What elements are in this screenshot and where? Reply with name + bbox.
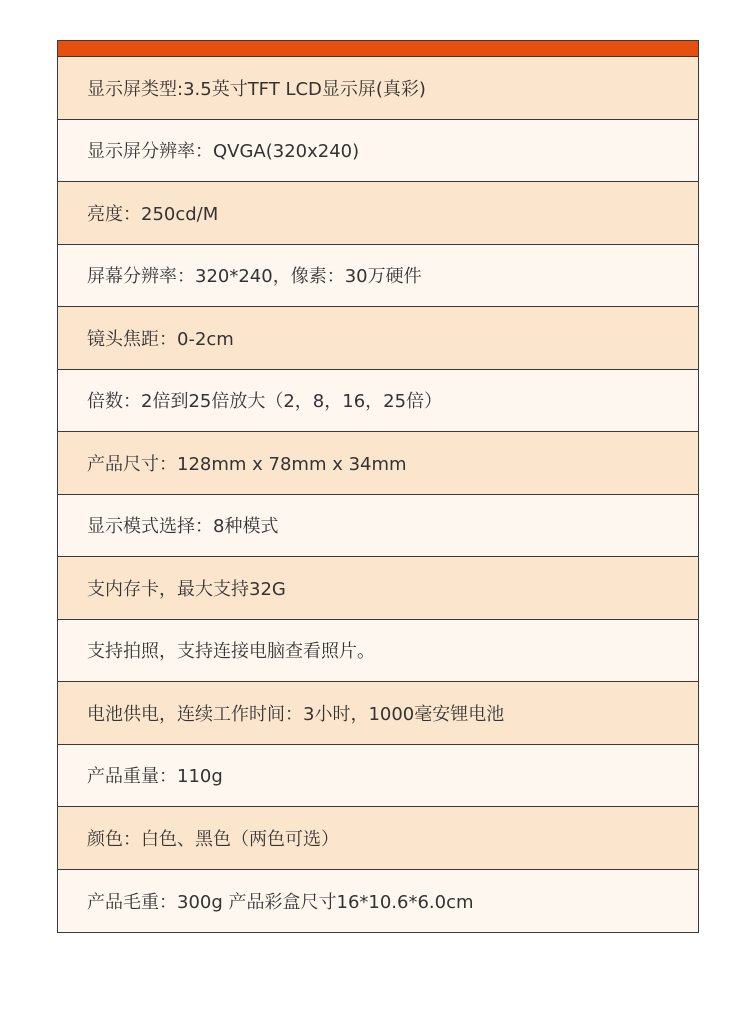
spec-row-display-type: 显示屏类型:3.5英寸TFT LCD显示屏(真彩) bbox=[58, 57, 698, 120]
spec-row-screen-resolution: 屏幕分辨率：320*240，像素：30万硬件 bbox=[58, 245, 698, 308]
spec-row-weight: 产品重量：110g bbox=[58, 745, 698, 808]
spec-row-colors: 颜色：白色、黑色（两色可选） bbox=[58, 807, 698, 870]
spec-row-focal-distance: 镜头焦距：0-2cm bbox=[58, 307, 698, 370]
spec-row-photo: 支持拍照，支持连接电脑查看照片。 bbox=[58, 620, 698, 683]
spec-row-product-size: 产品尺寸：128mm x 78mm x 34mm bbox=[58, 432, 698, 495]
spec-table bbox=[57, 40, 699, 933]
spec-row-memory-card: 支内存卡，最大支持32G bbox=[58, 557, 698, 620]
spec-row-brightness: 亮度：250cd/M bbox=[58, 182, 698, 245]
spec-row-display-modes: 显示模式选择：8种模式 bbox=[58, 495, 698, 558]
spec-row-battery: 电池供电，连续工作时间：3小时，1000毫安锂电池 bbox=[58, 682, 698, 745]
spec-row-display-resolution: 显示屏分辨率：QVGA(320x240) bbox=[58, 120, 698, 183]
spec-row-magnification: 倍数：2倍到25倍放大（2，8，16，25倍） bbox=[58, 370, 698, 433]
header-bar bbox=[58, 41, 698, 57]
spec-row-gross-weight: 产品毛重：300g 产品彩盒尺寸16*10.6*6.0cm bbox=[58, 870, 698, 933]
